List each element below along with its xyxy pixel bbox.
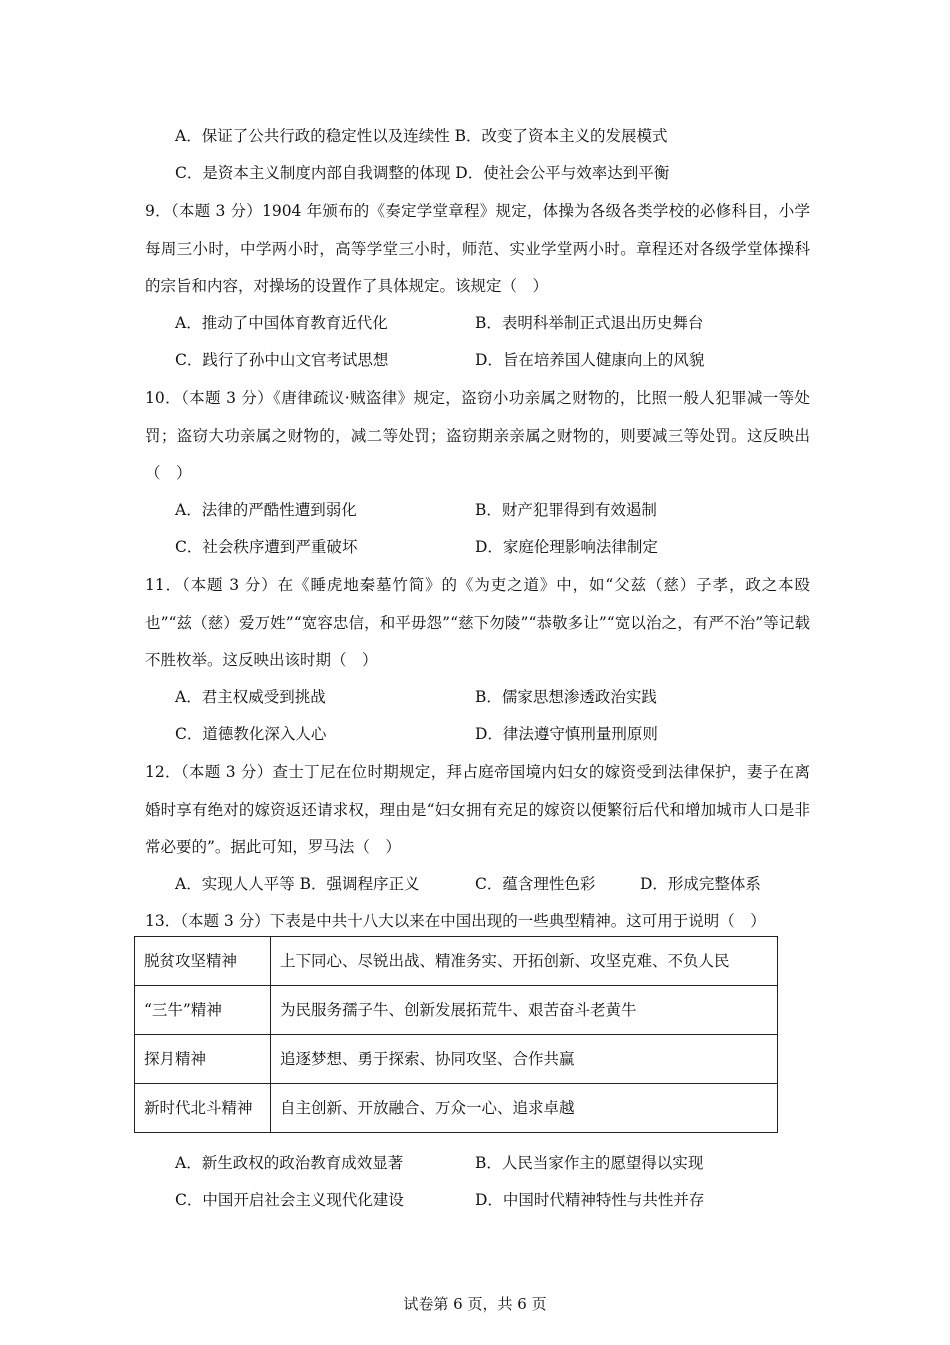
q13-option-b: B．人民当家作主的愿望得以实现	[475, 1154, 704, 1172]
q13-option-a: A．新生政权的政治教育成效显著	[175, 1154, 404, 1172]
q12-option-c: C．蕴含理性色彩	[475, 875, 596, 893]
q12-option-d: D．形成完整体系	[640, 875, 761, 893]
q11-option-b: B．儒家思想渗透政治实践	[475, 688, 657, 706]
q9-option-b: B．表明科举制正式退出历史舞台	[475, 314, 704, 332]
q10-option-d: D．家庭伦理影响法律制定	[475, 538, 658, 556]
table-row	[135, 986, 778, 1035]
spirit-name: 新时代北斗精神	[135, 1084, 271, 1133]
spirit-name: “三牛”精神	[135, 986, 271, 1035]
spirit-name: 脱贫攻坚精神	[135, 937, 271, 986]
q12-stem: 12．（本题 3 分）查士丁尼在位时期规定，拜占庭帝国境内妇女的嫁资受到法律保护，妻子在离婚时享有绝对的嫁资返还请求权，理由是“妇女拥有充足的嫁资以便繁衍后代和增加城市人口是非常必要的”。据此可知，罗马法（ ）	[145, 763, 810, 856]
q11-stem: 11．（本题 3 分）在《睡虎地秦墓竹简》的《为吏之道》中，如“父兹（慈）子孝，政之本殴也”“兹（慈）爱万姓”“宽容忠信，和平毋怨”“慈下勿陵”“恭敬多让”“宽以治之，有严不治”等记载不胜枚举。这反映出该时期（ ）	[145, 576, 810, 669]
table-row	[135, 937, 778, 986]
spirit-content: 自主创新、开放融合、万众一心、追求卓越	[271, 1084, 778, 1133]
q9-option-c: C．践行了孙中山文官考试思想	[175, 351, 389, 369]
spirit-content: 上下同心、尽锐出战、精准务实、开拓创新、攻坚克难、不负人民	[271, 937, 778, 986]
q10-option-a: A．法律的严酷性遭到弱化	[175, 501, 357, 519]
q8-option-cd: C．是资本主义制度内部自我调整的体现 D．使社会公平与效率达到平衡	[175, 164, 670, 182]
q12-option-ab: A．实现人人平等 B．强调程序正义	[175, 875, 420, 893]
spirit-name: 探月精神	[135, 1035, 271, 1084]
q10-option-c: C．社会秩序遭到严重破坏	[175, 538, 358, 556]
page-footer: 试卷第 6 页，共 6 页	[403, 1295, 547, 1313]
q9-option-d: D．旨在培养国人健康向上的风貌	[475, 351, 705, 369]
q10-stem: 10．（本题 3 分）《唐律疏议·贼盗律》规定，盗窃小功亲属之财物的，比照一般人犯罪减一等处罚；盗窃大功亲属之财物的，减二等处罚；盗窃期亲亲属之财物的，则要减三等处罚。这反映出（ ）	[145, 389, 810, 482]
q8-option-ab: A．保证了公共行政的稳定性以及连续性 B．改变了资本主义的发展模式	[175, 127, 668, 145]
q13-option-d: D．中国时代精神特性与共性并存	[475, 1191, 705, 1209]
spirit-content: 追逐梦想、勇于探索、协同攻坚、合作共赢	[271, 1035, 778, 1084]
q11-option-d: D．律法遵守慎刑量刑原则	[475, 725, 658, 743]
table-row	[135, 1084, 778, 1133]
q13-option-c: C．中国开启社会主义现代化建设	[175, 1191, 404, 1209]
q13-stem: 13．（本题 3 分）下表是中共十八大以来在中国出现的一些典型精神。这可用于说明（ ）	[145, 912, 766, 930]
q11-option-c: C．道德教化深入人心	[175, 725, 327, 743]
table-row	[135, 1035, 778, 1084]
q9-stem: 9．（本题 3 分）1904 年颁布的《奏定学堂章程》规定，体操为各级各类学校的必修科目，小学每周三小时，中学两小时，高等学堂三小时，师范、实业学堂两小时。章程还对各级学堂体操科的宗旨和内容，对操场的设置作了具体规定。该规定（ ）	[145, 202, 810, 295]
q10-option-b: B．财产犯罪得到有效遏制	[475, 501, 657, 519]
q11-option-a: A．君主权威受到挑战	[175, 688, 326, 706]
spirit-content: 为民服务孺子牛、创新发展拓荒牛、艰苦奋斗老黄牛	[271, 986, 778, 1035]
spirit-table	[134, 936, 778, 1133]
q9-option-a: A．推动了中国体育教育近代化	[175, 314, 388, 332]
